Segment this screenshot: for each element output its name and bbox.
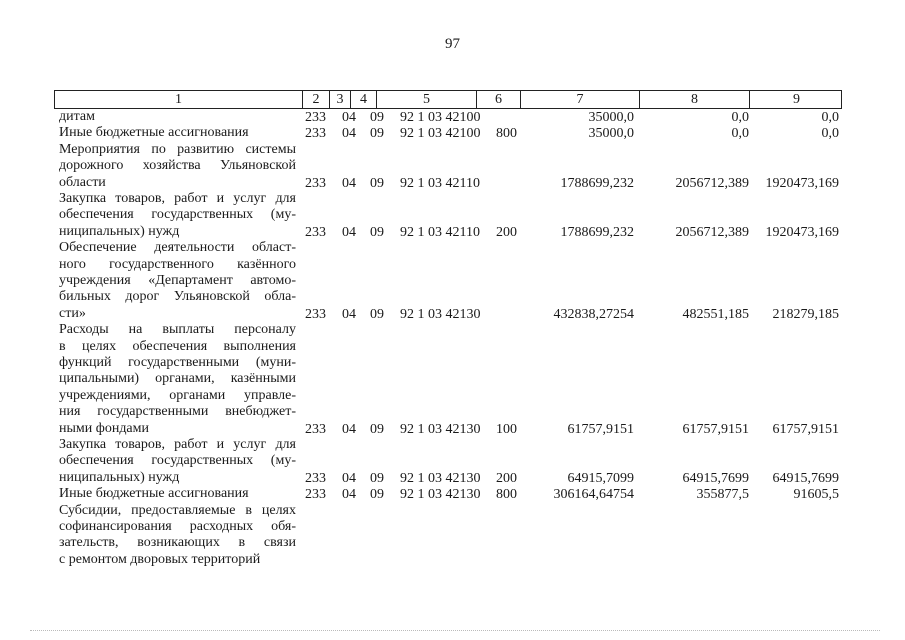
description-line: Иные бюджетные ассигнования bbox=[59, 125, 249, 141]
description-line: ниципальных) нужд bbox=[59, 223, 180, 239]
header-col-6: 6 bbox=[477, 91, 521, 108]
header-col-3: 3 bbox=[330, 91, 351, 108]
row-values bbox=[0, 175, 905, 192]
col-csr-value: 92 1 03 42100 bbox=[400, 126, 481, 142]
col-2024-value: 355877,5 bbox=[696, 487, 749, 503]
description-line: ного государственного казённого bbox=[59, 256, 296, 272]
col-rz-value: 04 bbox=[342, 126, 356, 142]
description-line: сти» bbox=[59, 305, 86, 321]
col-rz-value: 04 bbox=[342, 224, 356, 240]
description-line: Мероприятия по развитию системы bbox=[59, 141, 296, 157]
header-col-4: 4 bbox=[351, 91, 377, 108]
header-col-7: 7 bbox=[521, 91, 640, 108]
col-csr-value: 92 1 03 42130 bbox=[400, 306, 481, 322]
col-2025-value: 91605,5 bbox=[793, 487, 839, 503]
description-line: софинансирования расходных обя- bbox=[59, 519, 296, 534]
col-2025-value: 1920473,169 bbox=[765, 175, 839, 191]
col-pr-value: 09 bbox=[370, 421, 384, 437]
col-2025-value: 0,0 bbox=[821, 126, 839, 142]
col-csr-value: 92 1 03 42130 bbox=[400, 421, 481, 437]
description-line: дитам bbox=[59, 109, 95, 124]
col-pr-value: 09 bbox=[370, 306, 384, 322]
col-gr-value: 233 bbox=[305, 110, 326, 125]
row-values bbox=[0, 486, 905, 503]
col-2024-value: 64915,7699 bbox=[682, 470, 749, 486]
description-line: бильных дорог Ульяновской обла- bbox=[59, 289, 296, 305]
col-2023-value: 432838,27254 bbox=[553, 306, 634, 322]
table-header-row bbox=[54, 90, 842, 109]
header-col-5: 5 bbox=[377, 91, 477, 108]
col-gr-value: 233 bbox=[305, 421, 326, 437]
row-values bbox=[0, 306, 905, 323]
col-csr-value: 92 1 03 42130 bbox=[400, 487, 481, 503]
col-2024-value: 482551,185 bbox=[682, 306, 749, 322]
col-rz-value: 04 bbox=[342, 421, 356, 437]
col-gr-value: 233 bbox=[305, 306, 326, 322]
col-2024-value: 0,0 bbox=[731, 110, 749, 125]
col-csr-value: 92 1 03 42100 bbox=[400, 110, 481, 125]
col-2023-value: 1788699,232 bbox=[560, 175, 634, 191]
col-pr-value: 09 bbox=[370, 110, 384, 125]
col-pr-value: 09 bbox=[370, 126, 384, 142]
bottom-divider bbox=[30, 630, 880, 632]
row-values bbox=[0, 421, 905, 438]
description-line: дорожного хозяйства Ульяновской bbox=[59, 158, 296, 174]
col-pr-value: 09 bbox=[370, 487, 384, 503]
description-line: Расходы на выплаты персоналу bbox=[59, 322, 296, 338]
col-2024-value: 0,0 bbox=[731, 126, 749, 142]
description-line: ния государственными внебюджет- bbox=[59, 404, 296, 420]
col-rz-value: 04 bbox=[342, 470, 356, 486]
col-2023-value: 306164,64754 bbox=[553, 487, 634, 503]
col-2025-value: 218279,185 bbox=[772, 306, 839, 322]
description-line: Закупка товаров, работ и услуг для bbox=[59, 437, 296, 452]
header-col-1: 1 bbox=[55, 91, 303, 108]
description-line: учреждения «Департамент автомо- bbox=[59, 273, 296, 288]
col-2025-value: 64915,7699 bbox=[772, 470, 839, 486]
col-rz-value: 04 bbox=[342, 306, 356, 322]
col-csr-value: 92 1 03 42110 bbox=[400, 224, 480, 240]
row-values bbox=[0, 552, 905, 569]
col-2023-value: 35000,0 bbox=[588, 110, 634, 125]
description-line: Закупка товаров, работ и услуг для bbox=[59, 191, 296, 206]
col-2025-value: 1920473,169 bbox=[765, 224, 839, 240]
description-line: в целях обеспечения выполнения bbox=[59, 338, 296, 354]
col-vr-value: 200 bbox=[496, 224, 517, 240]
col-gr-value: 233 bbox=[305, 487, 326, 503]
header-col-8: 8 bbox=[640, 91, 750, 108]
col-2023-value: 64915,7099 bbox=[567, 470, 634, 486]
description-line: Субсидии, предоставляемые в целях bbox=[59, 502, 296, 518]
description-line: ными фондами bbox=[59, 420, 150, 436]
description-line: зательств, возникающих в связи bbox=[59, 535, 296, 551]
row-values bbox=[0, 224, 905, 241]
header-col-2: 2 bbox=[303, 91, 330, 108]
row-values bbox=[0, 109, 905, 126]
col-2024-value: 2056712,389 bbox=[675, 224, 749, 240]
col-csr-value: 92 1 03 42130 bbox=[400, 470, 481, 486]
description-line: функций государственными (муни- bbox=[59, 355, 296, 370]
col-pr-value: 09 bbox=[370, 224, 384, 240]
col-vr-value: 800 bbox=[496, 487, 517, 503]
description-line: обеспечения государственных (му- bbox=[59, 453, 296, 469]
col-2024-value: 2056712,389 bbox=[675, 175, 749, 191]
col-gr-value: 233 bbox=[305, 126, 326, 142]
col-2023-value: 35000,0 bbox=[588, 126, 634, 142]
col-2025-value: 61757,9151 bbox=[772, 421, 839, 437]
col-2024-value: 61757,9151 bbox=[682, 421, 749, 437]
col-gr-value: 233 bbox=[305, 224, 326, 240]
col-gr-value: 233 bbox=[305, 470, 326, 486]
col-pr-value: 09 bbox=[370, 470, 384, 486]
description-line: ципальными) органами, казёнными bbox=[59, 371, 296, 387]
col-csr-value: 92 1 03 42110 bbox=[400, 175, 480, 191]
page-number: 97 bbox=[445, 36, 460, 52]
description-line: Иные бюджетные ассигнования bbox=[59, 486, 249, 502]
row-values bbox=[0, 470, 905, 487]
row-values bbox=[0, 125, 905, 142]
col-gr-value: 233 bbox=[305, 175, 326, 191]
col-2023-value: 1788699,232 bbox=[560, 224, 634, 240]
description-line: с ремонтом дворовых территорий bbox=[59, 551, 261, 567]
description-line: обеспечения государственных (му- bbox=[59, 207, 296, 223]
col-2023-value: 61757,9151 bbox=[567, 421, 634, 437]
col-rz-value: 04 bbox=[342, 175, 356, 191]
col-rz-value: 04 bbox=[342, 110, 356, 125]
description-line: области bbox=[59, 174, 106, 190]
col-vr-value: 200 bbox=[496, 470, 517, 486]
col-rz-value: 04 bbox=[342, 487, 356, 503]
description-line: Обеспечение деятельности област- bbox=[59, 240, 296, 256]
col-pr-value: 09 bbox=[370, 175, 384, 191]
description-line: ниципальных) нужд bbox=[59, 469, 180, 485]
col-vr-value: 800 bbox=[496, 126, 517, 142]
col-vr-value: 100 bbox=[496, 421, 517, 437]
description-line: учреждениями, органами управле- bbox=[59, 387, 296, 403]
header-col-9: 9 bbox=[793, 92, 800, 107]
col-2025-value: 0,0 bbox=[821, 110, 839, 125]
